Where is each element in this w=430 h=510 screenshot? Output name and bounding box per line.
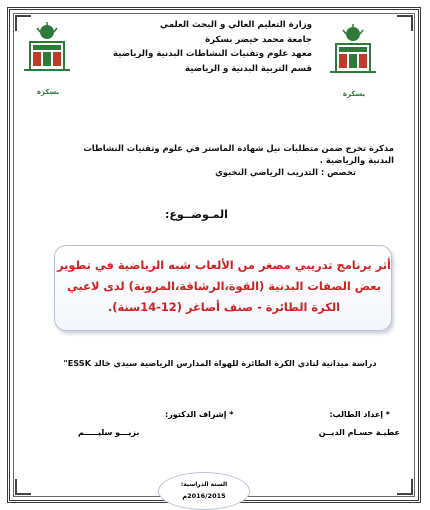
university-logo-right — [324, 24, 382, 88]
academic-year-label: السنة الدراسية: — [180, 481, 228, 488]
university-logo-left — [18, 22, 76, 86]
field-study-note: دراسة ميدانية لنادي الكرة الطائرة للهواة المدارس الرياضية سيدي خالد ESSK" — [63, 358, 377, 368]
subject-label: المـوضــوع: — [165, 208, 228, 221]
ministry-line: وزارة التعليم العالي و البحث العلمي — [160, 20, 312, 30]
institution-header — [102, 18, 312, 76]
thesis-title: أثر برنامج تدريبي مصغر من الألعاب شبه الرياضية في تطوير بعض الصفات البدنية (القوة،الرشاقة،المرونة) لدى لاعبي الكرة الطائرة - صنف أصاغر (12-14سنة). — [57, 258, 391, 314]
department-line: قسم التربية البدنية و الرياضية — [185, 63, 312, 74]
memo-line-1: مذكرة تخرج ضمن متطلبات نيل شهادة الماستر في علوم وتقنيات النشاطات — [83, 143, 394, 153]
student-name: عطيـة حسـام الديــن — [318, 428, 400, 437]
prepared-by-label: * إعداد الطالب: — [329, 410, 390, 419]
supervisor-name: بزيـــو سليـــــم — [78, 428, 140, 437]
supervisor-label: * إشراف الدكتور: — [165, 410, 234, 419]
academic-year-value: 2016/2015م — [182, 492, 226, 500]
logo-caption-right: بسكرة — [342, 90, 366, 98]
memo-description — [64, 142, 394, 178]
university-line: جامعة محمد خيضر بسكرة — [205, 34, 312, 45]
institute-line: معهد علوم وتقنيات النشاطات البدنية والرياضية — [112, 49, 312, 59]
logo-caption-left: بسكرة — [36, 88, 60, 96]
specialty-line: تخصص : التدريب الرياضي النخبوي — [215, 167, 356, 177]
academic-year-oval — [158, 472, 250, 510]
memo-line-2: البدنية والرياضية . — [319, 155, 394, 165]
